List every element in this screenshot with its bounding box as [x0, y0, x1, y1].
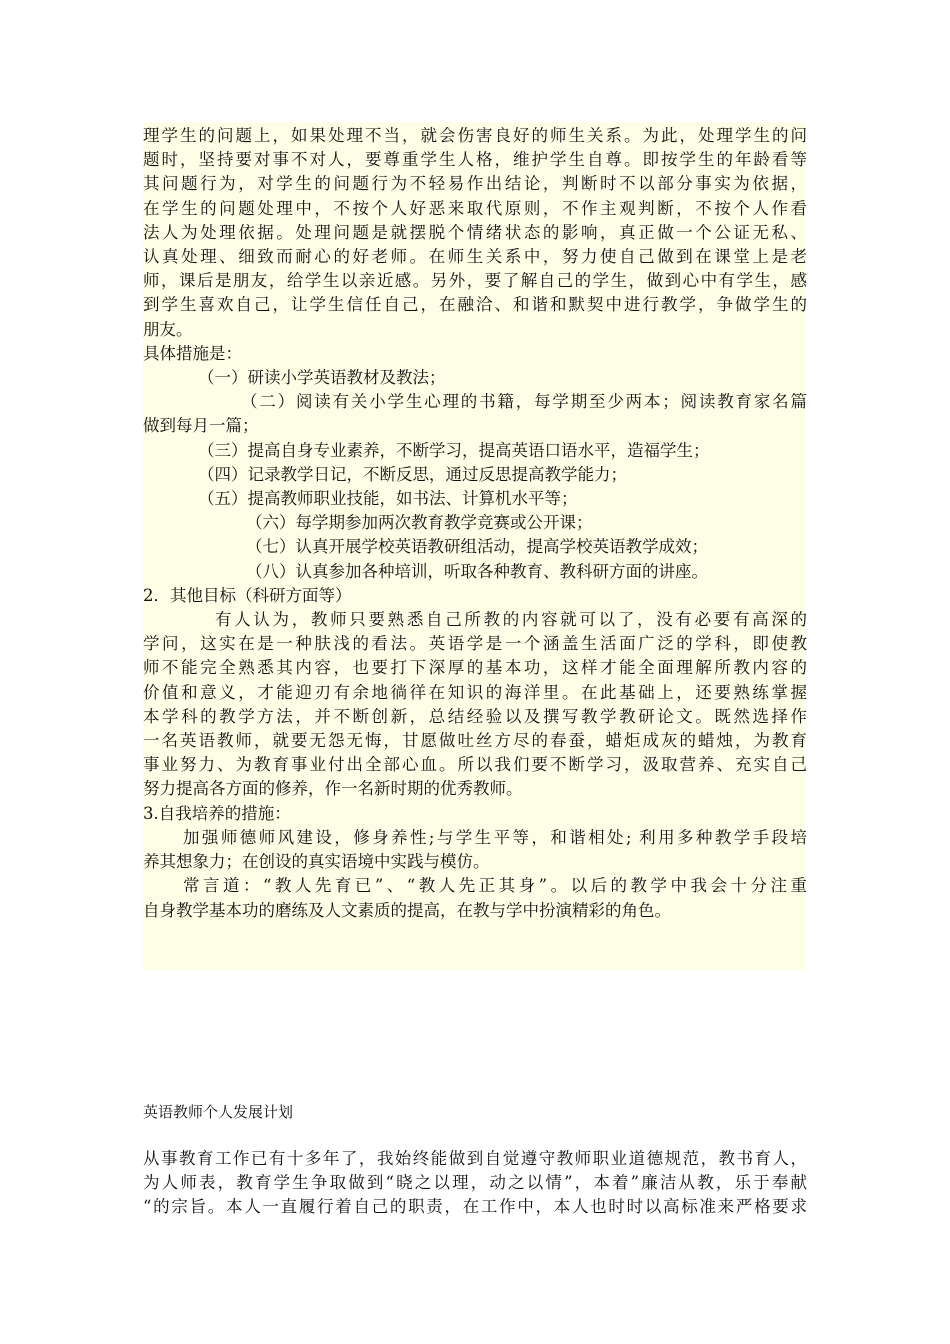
text-line: 理学生的问题上，如果处理不当，就会伤害良好的师生关系。为此，处理学生的问: [143, 126, 807, 145]
text-line: “的宗旨。本人一直履行着自己的职责，在工作中，本人也时时以高标准来严格要求: [143, 1197, 807, 1217]
text-line: 朋友。: [143, 319, 193, 339]
text-line: 一名英语教师，就要无怨无悔，甘愿做吐丝方尽的春蚕，蜡炬成灰的蜡烛，为教育: [143, 731, 807, 751]
list-item: （二）阅读有关小学生心理的书籍，每学期至少两本；阅读教育家名篇: [241, 392, 807, 412]
text-line: 法人为处理依据。处理问题是就摆脱个情绪状态的影响，真正做一个公证无私、: [143, 222, 807, 242]
text-line: 事业努力、为教育事业付出全部心血。所以我们要不断学习，汲取营养、充实自己: [143, 755, 807, 775]
text-line: 师不能完全熟悉其内容，也要打下深厚的基本功，这样才能全面理解所教内容的: [143, 658, 807, 678]
text-line: 学问，这实在是一种肤浅的看法。英语学是一个涵盖生活面广泛的学科，即使教: [143, 634, 807, 654]
text-line: 到学生喜欢自己，让学生信任自己，在融洽、和谐和默契中进行教学，争做学生的: [143, 295, 807, 315]
lower-paragraph: [143, 1147, 807, 1220]
text-line: 在学生的问题处理中，不按个人好恶来取代原则，不作主观判断，不按个人作看: [143, 198, 807, 218]
text-line: 从事教育工作已有十多年了，我始终能做到自觉遵守教师职业道德规范，教书育人，: [143, 1149, 807, 1168]
text-line: 认真处理、细致而耐心的好老师。在师生关系中，努力使自己做到在课堂上是老: [143, 247, 807, 267]
upper-text-block: [143, 124, 807, 923]
list-item: 做到每月一篇；: [143, 416, 259, 436]
list-item: （一）研读小学英语教材及教法；: [198, 368, 446, 388]
list-item: （五）提高教师职业技能，如书法、计算机水平等；: [198, 489, 578, 509]
text-line: 师，课后是朋友，给学生以亲近感。另外，要了解自己的学生，做到心中有学生，感: [143, 271, 807, 291]
text-line: 具体措施是：: [143, 343, 242, 363]
text-line: 有人认为，教师只要熟悉自己所教的内容就可以了，没有必要有高深的: [215, 610, 807, 630]
text-line: 常言道：“教人先育已”、“教人先正其身”。以后的教学中我会十分注重: [183, 876, 807, 896]
list-item: （六）每学期参加两次教育教学竞赛或公开课；: [246, 513, 593, 533]
text-line: 养其想象力；在创设的真实语境中实践与模仿。: [143, 852, 490, 872]
section-heading: 3.自我培养的措施：: [143, 803, 291, 823]
text-line: 本学科的教学方法，并不断创新，总结经验以及撰写教学教研论文。既然选择作: [143, 706, 807, 726]
section-heading: 2．其他目标（科研方面等）: [143, 585, 352, 605]
list-item: （七）认真开展学校英语教研组活动，提高学校英语教学成效；: [246, 537, 708, 557]
lower-text-block: [143, 1100, 807, 1124]
text-line: 题时，坚持要对事不对人，要尊重学生人格，维护学生自尊。即按学生的年龄看等: [143, 150, 807, 170]
list-item: （四）记录教学日记，不断反思，通过反思提高教学能力；: [198, 464, 627, 484]
text-line: 为人师表，教育学生争取做到“晓之以理，动之以情”，本着”廉洁从教，乐于奉献: [143, 1173, 807, 1193]
text-line: 其问题行为，对学生的问题行为不轻易作出结论，判断时不以部分事实为依据，: [143, 174, 807, 194]
list-item: （八）认真参加各种培训，听取各种教育、教科研方面的讲座。: [246, 561, 708, 581]
document-title: 英语教师个人发展计划: [143, 1103, 294, 1121]
text-line: 价值和意义，才能迎刃有余地徜徉在知识的海洋里。在此基础上，还要熟练掌握: [143, 682, 807, 702]
text-line: 自身教学基本功的磨练及人文素质的提高，在教与学中扮演精彩的角色。: [143, 900, 671, 920]
list-item: （三）提高自身专业素养，不断学习，提高英语口语水平，造福学生；: [198, 440, 710, 460]
text-line: 努力提高各方面的修养，作一名新时期的优秀教师。: [143, 779, 523, 799]
text-line: 加强师德师风建设，修身养性;与学生平等，和谐相处; 利用多种教学手段培: [183, 827, 807, 847]
